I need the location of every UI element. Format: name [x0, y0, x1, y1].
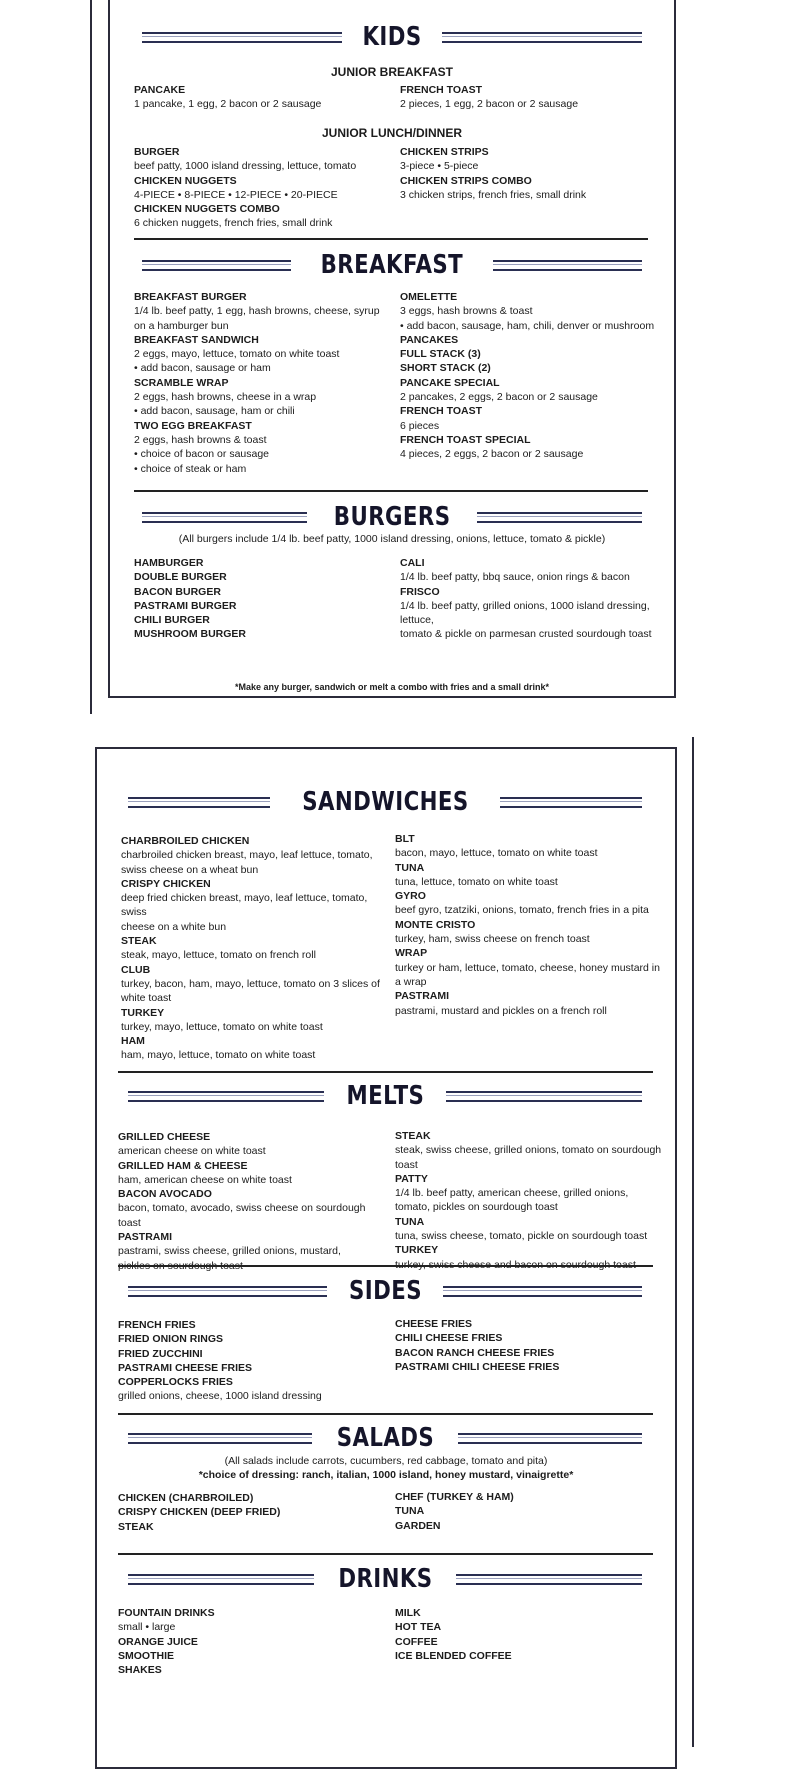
menu-item-description: swiss cheese on a wheat bun	[121, 863, 259, 876]
section-divider	[134, 238, 648, 240]
menu-item-description: a wrap	[395, 975, 427, 988]
menu-item-description: • choice of bacon or sausage	[134, 448, 270, 461]
menu-item-name: BACON AVOCADO	[118, 1188, 212, 1201]
drinks-right	[395, 1606, 665, 1663]
melts-left	[118, 1130, 390, 1273]
menu-item-name: GRILLED HAM & CHEESE	[118, 1159, 248, 1172]
menu-item-name: CHICKEN NUGGETS	[134, 174, 237, 187]
menu-item-name: BACON BURGER	[134, 585, 221, 598]
header-rule	[493, 260, 642, 271]
menu-item-description: 2 eggs, hash browns & toast	[134, 433, 267, 446]
header-rule	[142, 32, 342, 43]
menu-item-description: tomato & pickle on parmesan crusted sourdough toast	[400, 628, 652, 641]
menu-item-description: small • large	[118, 1621, 176, 1634]
menu-item-name: CHICKEN STRIPS COMBO	[400, 174, 532, 187]
menu-item-name: CHICKEN (CHARBROILED)	[118, 1492, 254, 1504]
menu-item-description: on a hamburger bun	[134, 319, 229, 332]
header-rule	[128, 1433, 312, 1444]
menu-item-name: CALI	[400, 557, 425, 569]
menu-item-name: TWO EGG BREAKFAST	[134, 419, 252, 432]
sandwiches-title: SANDWICHES	[301, 787, 469, 817]
menu-item-name: COFFEE	[395, 1635, 438, 1648]
menu-item-description: • add bacon, sausage or ham	[134, 362, 271, 375]
menu-item-name: TUNA	[395, 1215, 425, 1228]
menu-item-name: CHEF (TURKEY & HAM)	[395, 1491, 514, 1503]
menu-item-name: ORANGE JUICE	[118, 1635, 198, 1648]
menu-item-description: 2 pancakes, 2 eggs, 2 bacon or 2 sausage	[400, 391, 598, 404]
menu-item-description: steak, swiss cheese, grilled onions, tomato on sourdough toast	[395, 1144, 662, 1171]
menu-item-description: beef patty, 1000 island dressing, lettuce, tomato	[134, 160, 357, 173]
menu-item-name: PANCAKE SPECIAL	[400, 376, 500, 389]
breakfast-title: BREAKFAST	[320, 250, 464, 280]
menu-item-description: 2 pieces, 1 egg, 2 bacon or 2 sausage	[400, 98, 579, 111]
menu-item-description: 1/4 lb. beef patty, 1 egg, hash browns, cheese, syrup	[134, 305, 380, 318]
menu-item-description: deep fried chicken breast, mayo, leaf lettuce, tomato, swiss	[121, 892, 368, 919]
kids-title: KIDS	[362, 22, 422, 52]
menu-item-name: OMELETTE	[400, 291, 458, 303]
menu-item-name: PASTRAMI	[118, 1231, 173, 1244]
sides-header	[128, 1274, 642, 1308]
salads-left	[118, 1491, 390, 1534]
menu-item-name: CHEESE FRIES	[395, 1318, 473, 1330]
menu-item-description: turkey, bacon, ham, mayo, lettuce, tomato on 3 slices of	[121, 977, 380, 990]
section-divider	[118, 1071, 653, 1073]
menu-item-name: GARDEN	[395, 1519, 441, 1532]
menu-item-name: WRAP	[395, 947, 428, 960]
sandwiches-left	[121, 834, 393, 1063]
section-divider	[118, 1413, 653, 1415]
section-divider	[134, 490, 648, 492]
menu-item-name: SMOOTHIE	[118, 1649, 175, 1662]
menu-item-description: cheese on a white bun	[121, 920, 227, 933]
menu-item-name: FULL STACK (3)	[400, 348, 481, 361]
menu-item-description: tuna, lettuce, tomato on white toast	[395, 875, 558, 888]
menu-item-name: FRENCH FRIES	[118, 1319, 196, 1331]
menu-item-description: steak, mayo, lettuce, tomato on french roll	[121, 949, 316, 962]
sides-title: SIDES	[348, 1276, 422, 1306]
menu-item-name: FRENCH TOAST SPECIAL	[400, 433, 531, 446]
salads-header	[128, 1421, 642, 1455]
junior-breakfast-heading: JUNIOR BREAKFAST	[330, 65, 453, 79]
menu-item-name: PANCAKES	[400, 333, 459, 346]
menu-item-description: 1/4 lb. beef patty, grilled onions, 1000 island dressing, lettuce,	[400, 599, 650, 627]
menu-item-name: CRISPY CHICKEN (DEEP FRIED)	[118, 1506, 281, 1519]
junior-lunch-left	[134, 145, 394, 231]
junior-lunch-heading: JUNIOR LUNCH/DINNER	[321, 126, 462, 140]
menu-item-description: bacon, tomato, avocado, swiss cheese on sourdough toast	[118, 1202, 366, 1229]
menu-item-name: HOT TEA	[395, 1621, 442, 1634]
menu-item-name: MILK	[395, 1607, 421, 1619]
burgers-title: BURGERS	[333, 502, 451, 532]
sides-left	[118, 1318, 390, 1404]
header-rule	[443, 1286, 642, 1297]
menu-item-name: FRISCO	[400, 585, 440, 598]
junior-breakfast-right	[400, 83, 660, 112]
menu-item-description: 4 pieces, 2 eggs, 2 bacon or 2 sausage	[400, 448, 584, 461]
menu-item-name: BLT	[395, 833, 415, 845]
header-rule	[128, 1574, 314, 1585]
sandwiches-header	[128, 785, 642, 819]
header-rule	[128, 1286, 327, 1297]
menu-item-description: pickles on sourdough toast	[118, 1259, 243, 1272]
menu-item-name: BACON RANCH CHEESE FRIES	[395, 1346, 555, 1359]
menu-item-name: CRISPY CHICKEN	[121, 877, 211, 890]
breakfast-header	[142, 248, 642, 282]
page-edge	[692, 737, 694, 1747]
drinks-header	[128, 1562, 642, 1596]
menu-item-description: 1 pancake, 1 egg, 2 bacon or 2 sausage	[134, 98, 322, 111]
menu-item-description: grilled onions, cheese, 1000 island dressing	[118, 1390, 322, 1403]
menu-item-description: 6 pieces	[400, 419, 440, 432]
menu-item-description: 6 chicken nuggets, french fries, small drink	[134, 217, 333, 230]
menu-item-name: STEAK	[395, 1130, 431, 1142]
menu-item-description: american cheese on white toast	[118, 1145, 266, 1158]
menu-item-description: bacon, mayo, lettuce, tomato on white toast	[395, 847, 598, 860]
menu-item-name: SCRAMBLE WRAP	[134, 376, 229, 389]
menu-item-name: ICE BLENDED COFFEE	[395, 1649, 512, 1662]
menu-item-name: FOUNTAIN DRINKS	[118, 1607, 215, 1619]
menu-page-1	[0, 0, 785, 714]
burgers-left	[134, 556, 394, 642]
menu-item-name: GYRO	[395, 890, 426, 903]
melts-right	[395, 1129, 670, 1272]
menu-item-description: 2 eggs, hash browns, cheese in a wrap	[134, 391, 317, 404]
page-edge	[90, 0, 92, 714]
menu-item-name: MUSHROOM BURGER	[134, 628, 246, 641]
menu-item-description: charbroiled chicken breast, mayo, leaf lettuce, tomato,	[121, 849, 373, 862]
menu-item-description: turkey, ham, swiss cheese on french toast	[395, 933, 590, 946]
combo-footnote: *Make any burger, sandwich or melt a combo with fries and a small drink*	[234, 682, 550, 692]
header-rule	[446, 1091, 642, 1102]
salads-note: (All salads include carrots, cucumbers, red cabbage, tomato and pita)	[224, 1455, 548, 1467]
sides-right	[395, 1317, 665, 1374]
menu-item-description: tomato, pickles on sourdough toast	[395, 1201, 558, 1214]
menu-item-name: MONTE CRISTO	[395, 918, 476, 931]
menu-item-name: CHICKEN STRIPS	[400, 146, 489, 158]
menu-item-description: pastrami, swiss cheese, grilled onions, mustard,	[118, 1245, 341, 1258]
menu-item-description: ham, american cheese on white toast	[118, 1173, 292, 1186]
menu-item-description: turkey, swiss cheese and bacon on sourdough toast	[395, 1258, 636, 1271]
menu-item-name: HAM	[121, 1035, 145, 1048]
header-rule	[477, 512, 642, 523]
menu-item-description: turkey, mayo, lettuce, tomato on white toast	[121, 1020, 323, 1033]
menu-item-description: • choice of steak or ham	[134, 462, 247, 475]
menu-item-name: CHILI CHEESE FRIES	[395, 1332, 503, 1345]
header-rule	[456, 1574, 642, 1585]
menu-item-name: CHICKEN NUGGETS COMBO	[134, 203, 280, 216]
breakfast-right	[400, 290, 660, 462]
header-rule	[142, 260, 291, 271]
salads-right	[395, 1490, 665, 1533]
menu-item-name: PATTY	[395, 1172, 428, 1185]
drinks-title: DRINKS	[337, 1564, 433, 1594]
burgers-note: (All burgers include 1/4 lb. beef patty, 1000 island dressing, onions, lettuce, tomato & pickle)	[178, 533, 606, 545]
menu-item-name: TUNA	[395, 1505, 425, 1518]
menu-item-name: BURGER	[134, 146, 180, 158]
menu-item-name: COPPERLOCKS FRIES	[118, 1376, 233, 1389]
menu-item-name: TURKEY	[121, 1006, 165, 1019]
menu-item-name: STEAK	[118, 1520, 154, 1533]
melts-header	[128, 1079, 642, 1113]
menu-item-name: FRENCH TOAST	[400, 84, 483, 96]
menu-item-description: pastrami, mustard and pickles on a french roll	[395, 1004, 607, 1017]
header-rule	[128, 797, 270, 808]
menu-item-name: BREAKFAST SANDWICH	[134, 333, 259, 346]
breakfast-left	[134, 290, 396, 476]
menu-item-name: TURKEY	[395, 1244, 439, 1257]
menu-item-name: FRIED ONION RINGS	[118, 1333, 224, 1346]
salads-title: SALADS	[336, 1423, 434, 1453]
kids-header	[142, 20, 642, 54]
menu-item-name: SHORT STACK (2)	[400, 362, 491, 375]
menu-item-name: CHARBROILED CHICKEN	[121, 835, 250, 847]
burgers-header	[142, 500, 642, 534]
menu-item-name: CLUB	[121, 963, 151, 976]
header-rule	[142, 512, 307, 523]
menu-item-name: FRIED ZUCCHINI	[118, 1347, 203, 1360]
menu-item-name: HAMBURGER	[134, 557, 204, 569]
menu-page-2	[0, 737, 785, 1786]
header-rule	[458, 1433, 642, 1444]
melts-title: MELTS	[346, 1081, 424, 1111]
drinks-left	[118, 1606, 390, 1677]
menu-item-description: white toast	[121, 992, 172, 1005]
section-divider	[118, 1265, 653, 1267]
menu-item-name: DOUBLE BURGER	[134, 571, 227, 584]
menu-item-description: 3 eggs, hash browns & toast	[400, 305, 533, 318]
menu-item-description: • add bacon, sausage, ham or chili	[134, 405, 295, 418]
header-rule	[500, 797, 642, 808]
menu-item-description: 3-piece • 5-piece	[400, 160, 479, 173]
menu-item-name: FRENCH TOAST	[400, 405, 483, 418]
menu-item-description: beef gyro, tzatziki, onions, tomato, french fries in a pita	[395, 904, 649, 917]
menu-item-name: STEAK	[121, 935, 157, 948]
menu-item-name: GRILLED CHEESE	[118, 1131, 211, 1143]
dressing-note: *choice of dressing: ranch, italian, 1000 island, honey mustard, vinaigrette*	[198, 1469, 574, 1481]
menu-item-name: PANCAKE	[134, 84, 186, 96]
junior-lunch-right	[400, 145, 660, 202]
menu-item-description: 2 eggs, mayo, lettuce, tomato on white toast	[134, 348, 340, 361]
menu-item-name: PASTRAMI CHEESE FRIES	[118, 1361, 252, 1374]
menu-item-description: 1/4 lb. beef patty, american cheese, grilled onions,	[395, 1187, 629, 1200]
menu-item-name: PASTRAMI	[395, 990, 450, 1003]
menu-item-name: PASTRAMI CHILI CHEESE FRIES	[395, 1360, 560, 1373]
section-divider	[118, 1553, 653, 1555]
menu-item-name: TUNA	[395, 861, 425, 874]
menu-item-name: PASTRAMI BURGER	[134, 599, 237, 612]
header-rule	[442, 32, 642, 43]
junior-breakfast-left	[134, 83, 394, 112]
menu-item-description: 1/4 lb. beef patty, bbq sauce, onion rings & bacon	[400, 571, 630, 584]
menu-item-name: BREAKFAST BURGER	[134, 291, 247, 303]
sandwiches-right	[395, 832, 665, 1018]
menu-item-name: SHAKES	[118, 1664, 162, 1677]
menu-item-description: tuna, swiss cheese, tomato, pickle on sourdough toast	[395, 1230, 648, 1243]
menu-item-description: turkey or ham, lettuce, tomato, cheese, honey mustard in	[395, 961, 660, 974]
header-rule	[128, 1091, 324, 1102]
menu-item-description: • add bacon, sausage, ham, chili, denver or mushroom	[400, 319, 655, 332]
menu-item-name: CHILI BURGER	[134, 614, 210, 627]
burgers-right	[400, 556, 660, 642]
menu-item-description: 3 chicken strips, french fries, small drink	[400, 188, 587, 201]
menu-item-description: ham, mayo, lettuce, tomato on white toast	[121, 1049, 316, 1062]
menu-item-description: 4-PIECE • 8-PIECE • 12-PIECE • 20-PIECE	[134, 188, 338, 201]
